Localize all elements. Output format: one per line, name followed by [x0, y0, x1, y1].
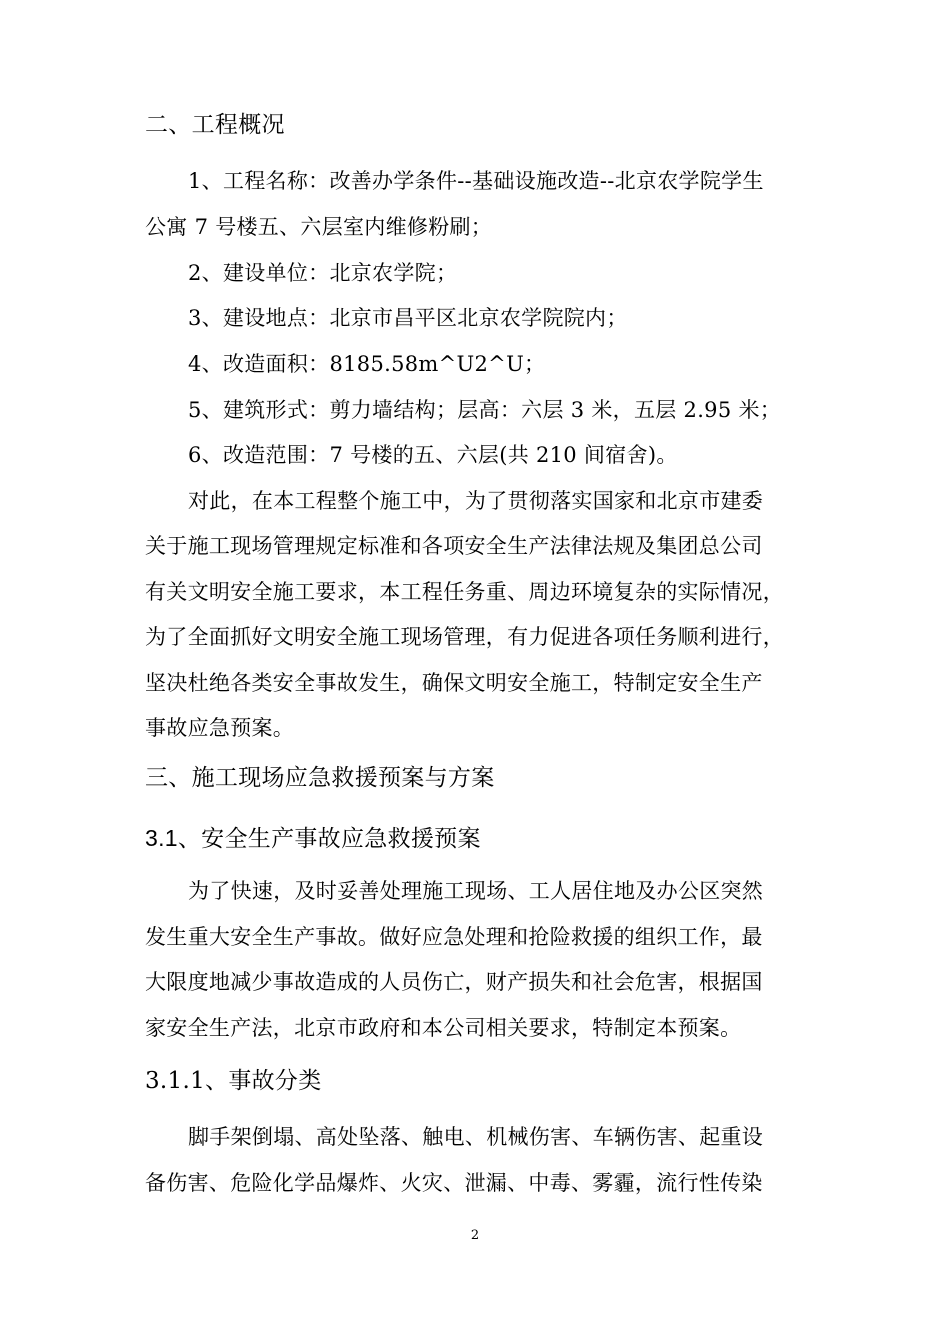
paragraph-line: 对此，在本工程整个施工中，为了贯彻落实国家和北京市建委 [188, 489, 764, 513]
page-number: 2 [470, 1228, 480, 1243]
item-project-name-line1: 1、工程名称：改善办学条件--基础设施改造--北京农学院学生 [188, 169, 764, 193]
item-construction-location: 3、建设地点：北京市昌平区北京农学院院内； [188, 306, 628, 330]
item-building-form: 5、建筑形式：剪力墙结构；层高：六层 3 米，五层 2.95 米； [188, 398, 782, 422]
item-project-name-line2: 公寓 7 号楼五、六层室内维修粉刷； [145, 215, 493, 239]
section-heading-overview: 二、工程概况 [145, 112, 285, 138]
section-heading-emergency: 三、施工现场应急救援预案与方案 [145, 765, 495, 791]
paragraph-line: 关于施工现场管理规定标准和各项安全生产法律法规及集团总公司 [145, 534, 763, 558]
item-renovation-area: 4、改造面积：8185.58m^U2^U； [188, 352, 546, 376]
paragraph-line: 为了全面抓好文明安全施工现场管理，有力促进各项任务顺利进行， [145, 625, 784, 649]
subsection-heading-3-1-1: 3.1.1、事故分类 [145, 1068, 322, 1094]
paragraph-line: 发生重大安全生产事故。做好应急处理和抢险救援的组织工作，最 [145, 925, 763, 949]
item-construction-unit: 2、建设单位：北京农学院； [188, 261, 458, 285]
paragraph-line: 为了快速，及时妥善处理施工现场、工人居住地及办公区突然 [188, 879, 764, 903]
paragraph-line: 事故应急预案。 [145, 716, 295, 740]
paragraph-line: 脚手架倒塌、高处坠落、触电、机械伤害、车辆伤害、起重设 [188, 1125, 764, 1149]
paragraph-line: 备伤害、危险化学品爆炸、火灾、泄漏、中毒、雾霾，流行性传染 [145, 1171, 763, 1195]
paragraph-line: 有关文明安全施工要求，本工程任务重、周边环境复杂的实际情况， [145, 580, 784, 604]
paragraph-line: 家安全生产法，北京市政府和本公司相关要求，特制定本预案。 [145, 1016, 742, 1040]
subsection-heading-3-1: 3.1、安全生产事故应急救援预案 [145, 825, 481, 851]
paragraph-line: 大限度地减少事故造成的人员伤亡，财产损失和社会危害，根据国 [145, 970, 763, 994]
item-renovation-scope: 6、改造范围：7 号楼的五、六层(共 210 间宿舍)。 [188, 443, 678, 467]
paragraph-line: 坚决杜绝各类安全事故发生，确保文明安全施工，特制定安全生产 [145, 671, 763, 695]
